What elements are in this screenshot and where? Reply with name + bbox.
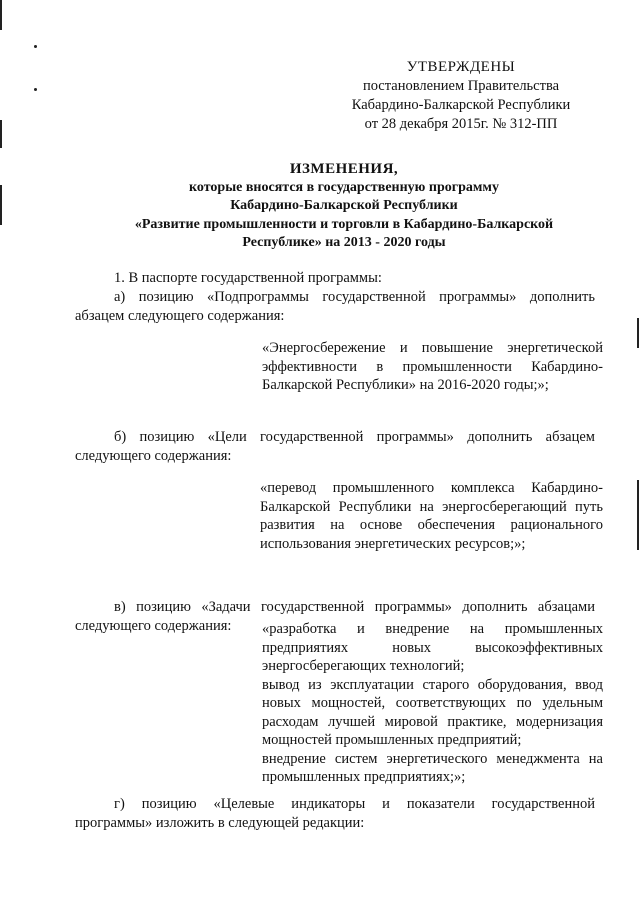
scan-edge-mark [34,88,37,91]
item-v-paragraph: в) позицию «Задачи государственной программы» дополнить абзацами следующего содержания: [75,599,595,634]
item-v-quote [262,620,603,787]
approval-heading: УТВЕРЖДЕНЫ [406,59,516,75]
item-g-paragraph: г) позицию «Целевые индикаторы и показатели государственной программы» изложить в следующей редакции: [75,796,595,831]
item-b-paragraph: б) позицию «Цели государственной программы» дополнить абзацем следующего содержания: [75,429,595,464]
item-v-quote-line: «разработка и внедрение на промышленных предприятиях новых высокоэффективных энергосберегающих технологий; [262,621,603,674]
section-1-heading: 1. В паспорте государственной программы: [114,270,382,286]
item-v-quote-line: вывод из эксплуатации старого оборудования, ввод новых мощностей, соответствующих по удельным расходам лучшей мировой практике, модернизация мощностей промышленных предприятий; [262,676,603,748]
approval-stamp-block [320,58,602,134]
title-line: «Развитие промышленности и торговли в Кабардино-Балкарской [134,216,554,232]
scan-edge-mark [637,318,639,348]
scan-edge-mark [34,45,37,48]
approval-line: постановлением Правительства [362,78,560,94]
scan-edge-mark [0,120,2,148]
title-main: ИЗМЕНЕНИЯ, [289,161,399,177]
scan-edge-mark [0,185,2,225]
title-line: Кабардино-Балкарской Республики [230,198,458,213]
item-a-quote: «Энергосбережение и повышение энергетической эффективности в промышленности Кабардино-Балкарской Республики» на 2016-2020 годы;»; [262,340,603,393]
item-a-paragraph: а) позицию «Подпрограммы государственной программы» дополнить абзацем следующего содержания: [75,289,595,324]
item-v-quote-line: внедрение систем энергетического менеджмента на промышленных предприятиях;»; [262,750,603,785]
item-b-quote: «перевод промышленного комплекса Кабардино-Балкарской Республики на энергосберегающий путь развития на основе обеспечения рационального использования энергетических ресурсов;»; [260,480,603,552]
approval-line: от 28 декабря 2015г. № 312-ПП [364,116,558,132]
scan-edge-mark [0,0,2,30]
title-line: Республике» на 2013 - 2020 годы [242,235,446,250]
document-title [90,160,598,253]
scan-edge-mark [637,480,639,550]
approval-line: Кабардино-Балкарской Республики [351,97,571,113]
title-line: которые вносятся в государственную программу [189,179,499,195]
